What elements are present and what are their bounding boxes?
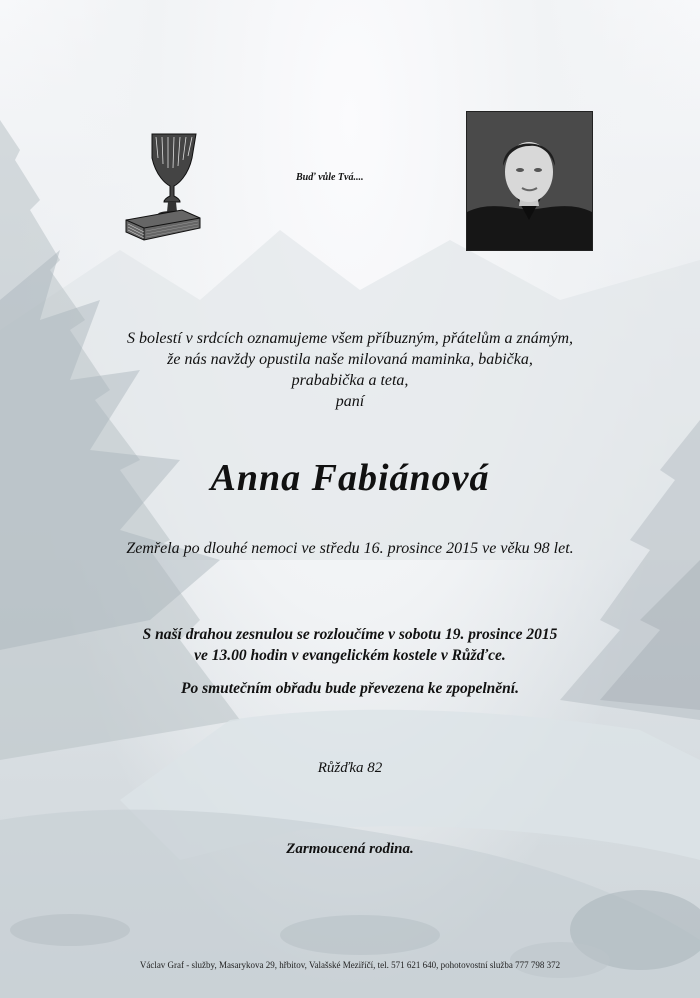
intro-line-4: paní xyxy=(335,393,365,410)
mourners-signature: Zarmoucená rodina. xyxy=(286,841,414,857)
farewell-details xyxy=(0,624,700,666)
funeral-service-footer: Václav Graf - služby, Masarykova 29, hřbitov, Valašské Meziříčí, tel. 571 621 640, pohotovostní služba 777 798 372 xyxy=(139,960,561,970)
farewell-line-1: S naší drahou zesnulou se rozloučíme v sobotu 19. prosince 2015 xyxy=(142,626,558,643)
death-notice: Zemřela po dlouhé nemoci ve středu 16. prosince 2015 ve věku 98 let. xyxy=(126,540,574,557)
address: Růžďka 82 xyxy=(317,760,383,776)
chalice-icon xyxy=(122,128,202,248)
intro-line-3: prababička a teta, xyxy=(291,372,409,389)
announcement-intro xyxy=(0,328,700,412)
intro-line-2: že nás navždy opustila naše milovaná maminka, babička, xyxy=(167,351,533,368)
motto-text: Buď vůle Tvá.... xyxy=(296,172,364,183)
portrait-photo xyxy=(466,111,593,251)
intro-line-1: S bolestí v srdcích oznamujeme všem příbuzným, přátelům a známým, xyxy=(126,330,573,347)
portrait-image xyxy=(467,112,592,250)
cremation-note: Po smutečním obřadu bude převezena ke zpopelnění. xyxy=(181,680,519,697)
deceased-name: Anna Fabiánová xyxy=(210,457,490,499)
farewell-line-2: ve 13.00 hodin v evangelickém kostele v Růžďce. xyxy=(194,647,506,664)
